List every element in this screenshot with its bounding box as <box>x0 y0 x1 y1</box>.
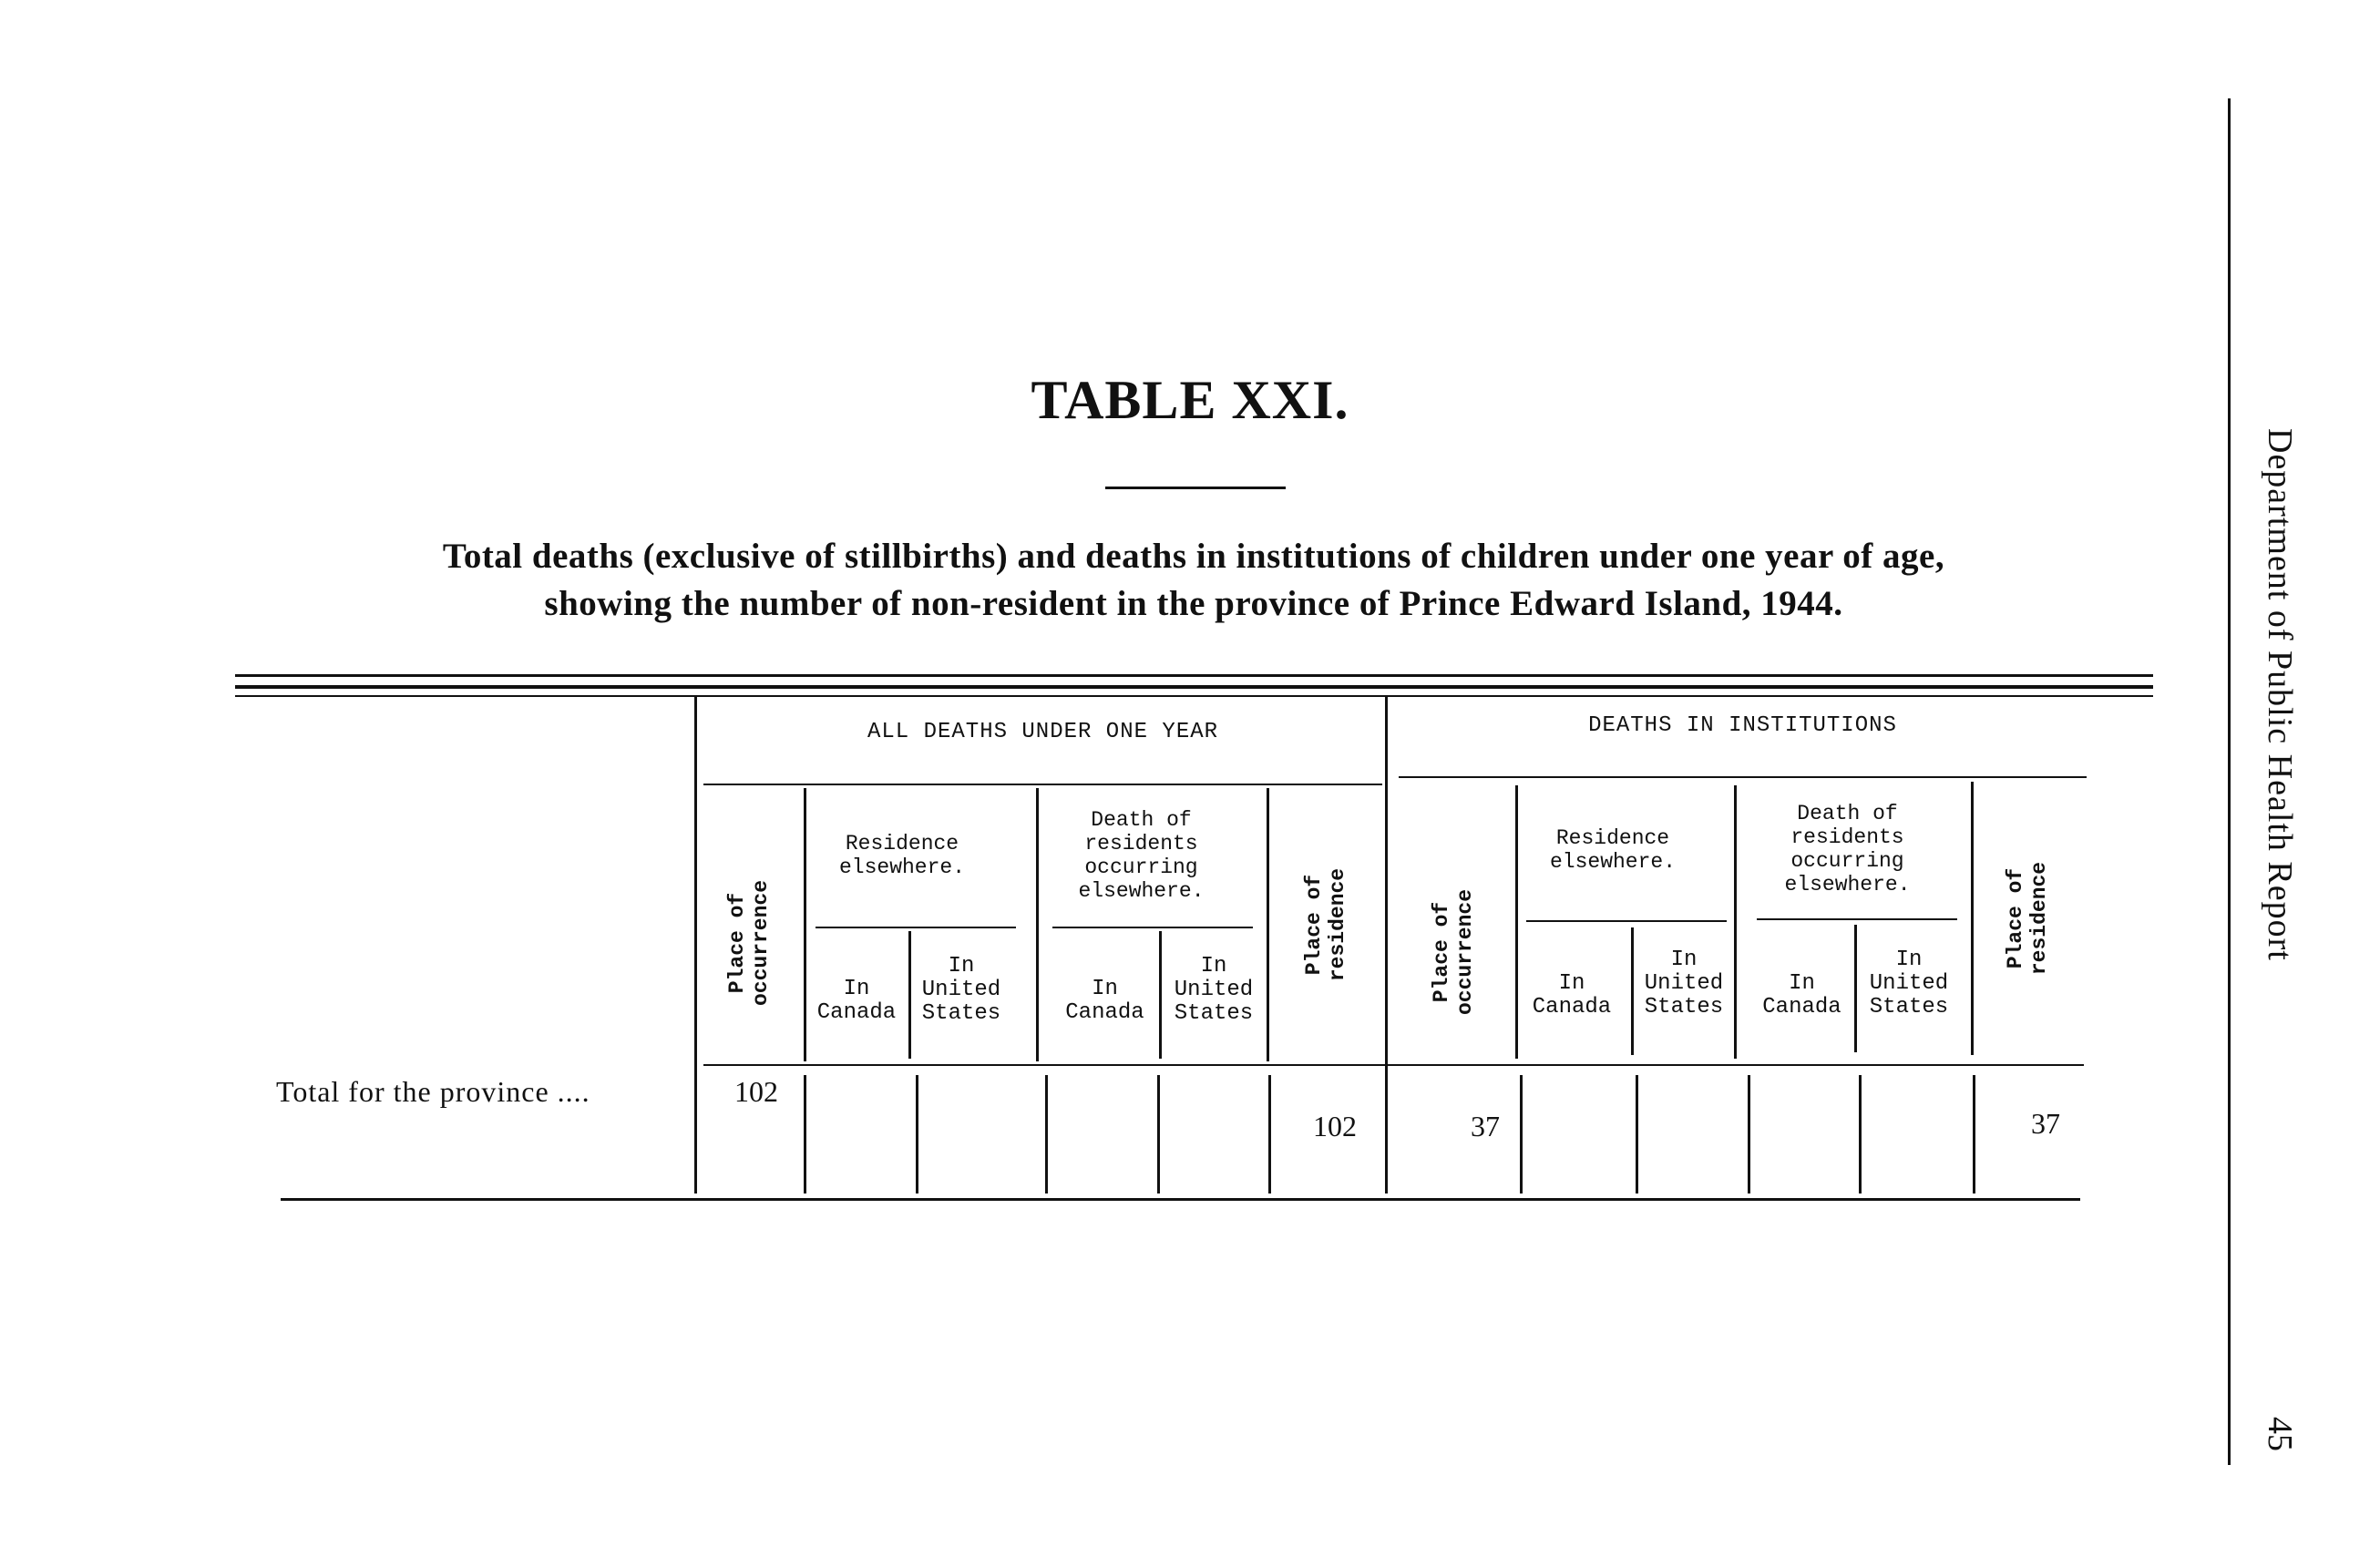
group-rule-all <box>703 784 1382 785</box>
group-header-institutions: DEATHS IN INSTITUTIONS <box>1588 713 1897 738</box>
col-divider-label <box>694 697 697 1194</box>
subhead-residence-elsewhere-all: Residence elsewhere. <box>838 832 966 879</box>
subtitle-line-2: showing the number of non-resident in the province of Prince Edward Island, 1944. <box>544 584 1843 623</box>
subhead-rule-2 <box>1052 927 1253 928</box>
subhead-death-of-residents-all: Death of residents occurring elsewhere. <box>1078 808 1205 903</box>
table-top-rule-3 <box>235 695 2153 697</box>
leaf-in-canada-1: In Canada <box>816 977 897 1025</box>
cell-inst-place-of-residence: 37 <box>2031 1107 2060 1140</box>
hdr-div-6 <box>1971 782 1974 1055</box>
table-title: TABLE XXI. <box>1031 370 1349 430</box>
body-div-7 <box>1636 1075 1638 1194</box>
header-place-of-occurrence-all: Place of occurrence <box>725 879 773 1007</box>
body-div-5 <box>1268 1075 1271 1194</box>
table-subtitle <box>228 533 2159 628</box>
hdr-div-3 <box>1267 788 1269 1061</box>
report-running-head: Department of Public Health Report <box>2261 428 2299 961</box>
hdr-div-2 <box>1036 788 1039 1061</box>
table-top-rule-1 <box>235 674 2153 677</box>
header-place-of-occurrence-inst: Place of occurrence <box>1430 888 1477 1016</box>
leaf-in-united-states-3: In United States <box>1644 948 1724 1019</box>
leaf-in-united-states-4: In United States <box>1869 948 1949 1019</box>
subtitle-line-1: Total deaths (exclusive of stillbirths) and deaths in institutions of children under one year of age, <box>442 537 1945 576</box>
leaf-in-united-states-2: In United States <box>1174 954 1254 1026</box>
page-number: 45 <box>2261 1417 2299 1451</box>
cell-all-place-of-residence: 102 <box>1313 1110 1357 1142</box>
cell-inst-place-of-occurrence: 37 <box>1471 1110 1500 1142</box>
hdr-div-5 <box>1734 785 1737 1059</box>
table-bottom-rule <box>281 1198 2080 1201</box>
body-div-1 <box>804 1075 806 1194</box>
sidebar-rule <box>2228 98 2231 1465</box>
hdr-leaf-div-2 <box>1159 931 1162 1059</box>
table-top-rule-2 <box>235 685 2153 689</box>
hdr-leaf-div-4 <box>1854 925 1857 1052</box>
group-rule-inst <box>1399 776 2087 778</box>
header-bottom-rule <box>703 1064 2084 1066</box>
body-div-4 <box>1157 1075 1160 1194</box>
leaf-in-canada-2: In Canada <box>1065 977 1144 1025</box>
group-header-all-deaths: ALL DEATHS UNDER ONE YEAR <box>867 720 1219 744</box>
body-div-2 <box>916 1075 918 1194</box>
subhead-rule-3 <box>1526 920 1727 922</box>
subhead-rule-4 <box>1757 918 1957 920</box>
leaf-in-united-states-1: In United States <box>921 954 1001 1026</box>
body-div-3 <box>1045 1075 1048 1194</box>
header-place-of-residence-all: Place of residence <box>1302 867 1349 982</box>
leaf-in-canada-4: In Canada <box>1762 971 1841 1019</box>
cell-all-place-of-occurrence: 102 <box>734 1075 778 1108</box>
leaf-in-canada-3: In Canada <box>1532 971 1612 1019</box>
body-div-8 <box>1748 1075 1750 1194</box>
body-div-10 <box>1973 1075 1975 1194</box>
header-place-of-residence-inst: Place of residence <box>2004 861 2051 976</box>
subhead-death-of-residents-inst: Death of residents occurring elsewhere. <box>1784 802 1911 896</box>
body-div-9 <box>1859 1075 1862 1194</box>
col-divider-groups <box>1385 697 1388 1194</box>
title-divider <box>1105 487 1286 489</box>
subhead-residence-elsewhere-inst: Residence elsewhere. <box>1549 826 1677 874</box>
subhead-rule-1 <box>816 927 1016 928</box>
row-label: Total for the province .... <box>276 1075 590 1108</box>
